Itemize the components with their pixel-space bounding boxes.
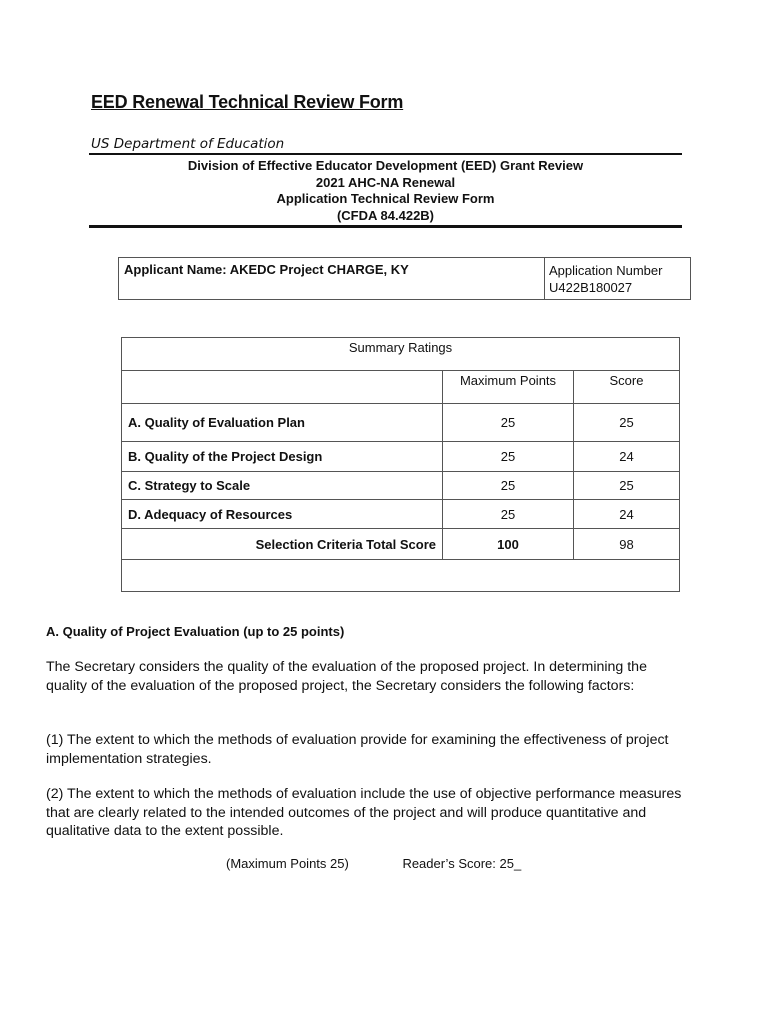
criterion-score: 25: [574, 472, 680, 500]
header-line-form: Application Technical Review Form: [276, 191, 495, 206]
total-row: [122, 529, 680, 560]
table-row: [122, 472, 680, 500]
criterion-score: 25: [574, 404, 680, 442]
criterion-label: B. Quality of the Project Design: [122, 442, 443, 472]
department-name: US Department of Education: [91, 136, 285, 152]
column-header-score: Score: [574, 371, 680, 404]
section-a-factor-2: (2) The extent to which the methods of evaluation include the use of objective performance measures that are clearly related to the intended outcomes of the project and will produce quantitative and qualitative data to the extent possible.: [46, 786, 682, 839]
review-header: [89, 158, 682, 224]
criterion-label: C. Strategy to Scale: [122, 472, 443, 500]
header-top-rule: [89, 153, 682, 155]
table-row: [122, 404, 680, 442]
criterion-label: A. Quality of Evaluation Plan: [122, 404, 443, 442]
empty-row: [122, 560, 680, 592]
section-a-heading: A. Quality of Project Evaluation (up to 25 points): [46, 624, 345, 639]
max-points: (Maximum Points 25): [226, 856, 349, 871]
summary-title: Summary Ratings: [122, 338, 680, 371]
summary-title-row: [122, 338, 680, 371]
column-header-max-points: Maximum Points: [443, 371, 574, 404]
application-number-label: Application Number: [549, 263, 663, 278]
section-a-factor-1: (1) The extent to which the methods of evaluation provide for examining the effectiveness of project implementation strategies.: [46, 732, 669, 767]
criterion-max: 25: [443, 472, 574, 500]
criterion-label: D. Adequacy of Resources: [122, 500, 443, 529]
header-line-renewal: 2021 AHC-NA Renewal: [315, 174, 456, 190]
total-max: 100: [443, 529, 574, 560]
total-score: 98: [574, 529, 680, 560]
score-line: [226, 856, 521, 871]
applicant-name: Applicant Name: AKEDC Project CHARGE, KY: [119, 258, 545, 299]
summary-ratings-table: [121, 337, 680, 592]
total-label: Selection Criteria Total Score: [122, 529, 443, 560]
table-row: [122, 442, 680, 472]
header-line-cfda: (CFDA 84.422B): [336, 207, 435, 223]
application-number-value: U422B180027: [549, 280, 633, 295]
applicant-box: [118, 257, 691, 300]
criterion-score: 24: [574, 500, 680, 529]
section-a-intro: The Secretary considers the quality of the evaluation of the proposed project. In determining the quality of the evaluation of the proposed project, the Secretary considers the following factors:: [46, 659, 647, 694]
criterion-max: 25: [443, 500, 574, 529]
summary-header-row: [122, 371, 680, 404]
document-title: EED Renewal Technical Review Form: [91, 92, 404, 112]
table-row: [122, 500, 680, 529]
application-number: [545, 258, 662, 299]
criterion-max: 25: [443, 404, 574, 442]
criterion-max: 25: [443, 442, 574, 472]
header-bottom-rule: [89, 225, 682, 228]
criterion-score: 24: [574, 442, 680, 472]
header-line-division: Division of Effective Educator Development (EED) Grant Review: [187, 158, 584, 173]
reader-score: Reader’s Score: 25_: [402, 856, 522, 871]
